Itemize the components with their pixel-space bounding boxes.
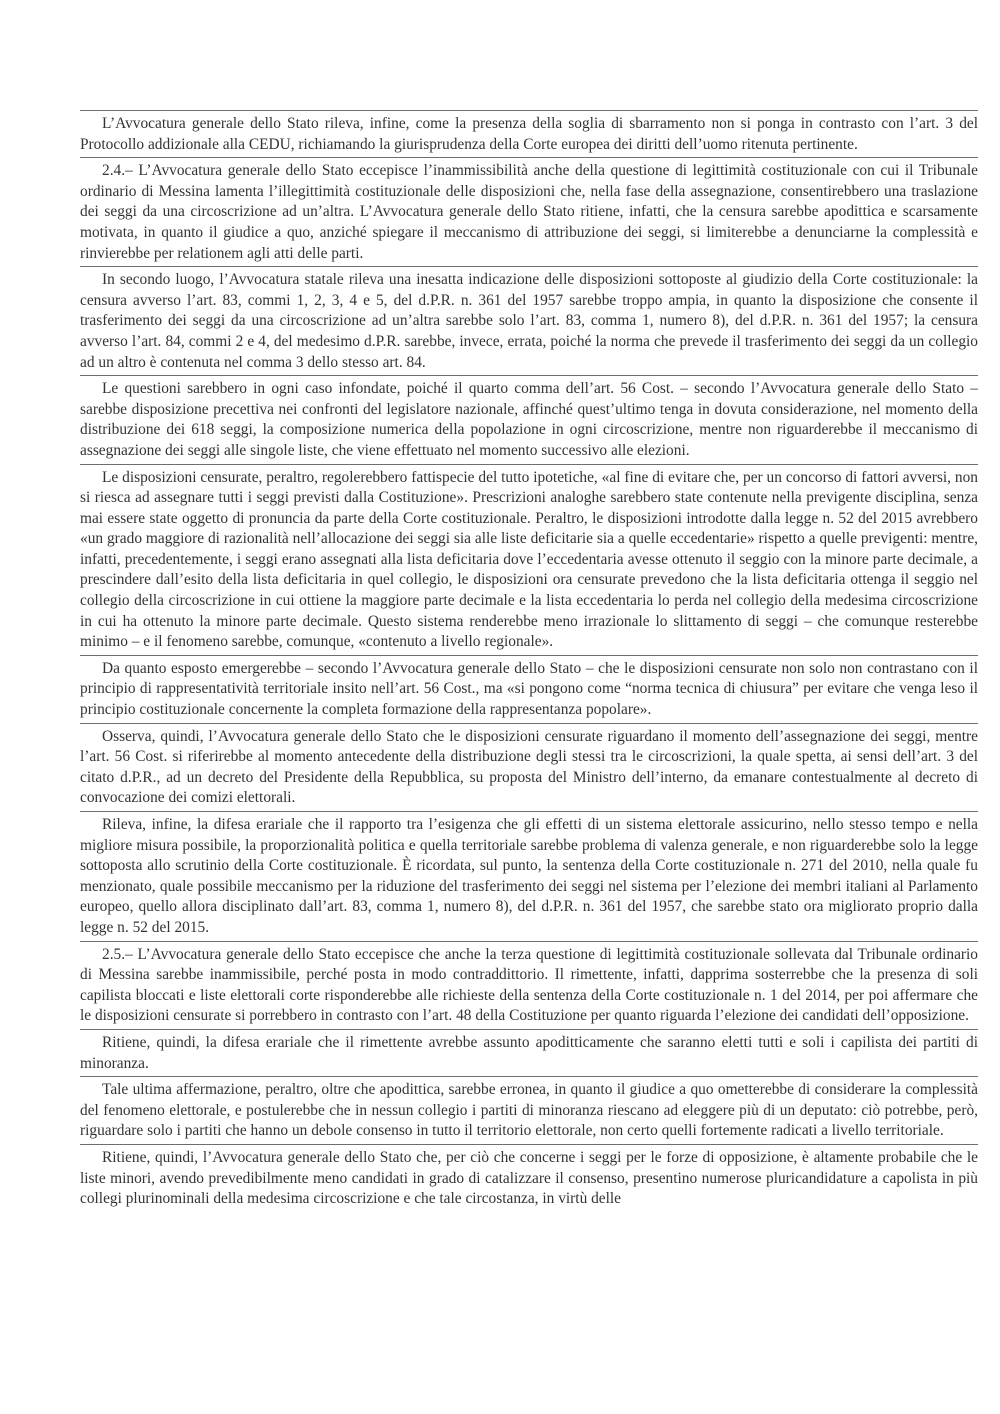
paragraph-proporzionalita: Rileva, infine, la difesa erariale che il rapporto tra l’esigenza che gli effetti di un sistema elettorale assicurino, nello stesso tempo e nella migliore misura possibile, la proporzionalità politica e quella territoriale sarebbe problema di valenza generale, e non riguarderebbe solo la legge sottoposta allo scrutinio della Corte costituzionale. È ricordata, sul punto, la sentenza della Corte costituzionale n. 271 del 2010, nella quale fu menzionato, quale possibile meccanismo per la riduzione del trasferimento dei seggi nel sistema per l’elezione dei membri italiani al Parlamento europeo, quello allora disciplinato dall’art. 83, comma 1, numero 8), del d.P.R. n. 361 del 1957, che sarebbe stato ora migliorato proprio dalla legge n. 52 del 2015.: [80, 811, 978, 941]
paragraph-2-4: 2.4.– L’Avvocatura generale dello Stato eccepisce l’inammissibilità anche della questione di legittimità costituzionale con cui il Tribunale ordinario di Messina lamenta l’illegittimità costituzionale delle disposizioni che, nella fase della assegnazione, consentirebbero una traslazione dei seggi da una circoscrizione ad un’altra. L’Avvocatura generale dello Stato ritiene, infatti, che la censura sarebbe apodittica e scarsamente motivata, in quanto il giudice a quo, anziché spiegare il meccanismo di attribuzione dei seggi, si limiterebbe a denunciarne la complessità e rinvierebbe per relationem agli atti delle parti.: [80, 157, 978, 266]
paragraph-capilista: Ritiene, quindi, la difesa erariale che il rimettente avrebbe assunto apoditticamente che saranno eletti tutti e soli i capilista dei partiti di minoranza.: [80, 1029, 978, 1076]
paragraph-2-5: 2.5.– L’Avvocatura generale dello Stato eccepisce che anche la terza questione di legittimità costituzionale sollevata dal Tribunale ordinario di Messina sarebbe inammissibile, perché posta in modo contraddittorio. Il rimettente, infatti, dapprima sosterrebbe che la presenza di soli capilista bloccati e liste elettorali corte risponderebbe alle richieste della sentenza della Corte costituzionale n. 1 del 2014, per poi affermare che le disposizioni censurate si porrebbero in contrasto con l’art. 48 della Costituzione per quanto riguarda l’elezione dei candidati dell’opposizione.: [80, 941, 978, 1029]
paragraph-assegnazione: Osserva, quindi, l’Avvocatura generale dello Stato che le disposizioni censurate riguardano il momento dell’assegnazione dei seggi, mentre l’art. 56 Cost. si riferirebbe al momento antecedente della distribuzione degli stessi tra le circoscrizioni, la quale spetta, ai sensi dell’art. 3 del citato d.P.R., ad un decreto del Presidente della Repubblica, su proposta del Ministro dell’interno, da emanare contestualmente al decreto di convocazione dei comizi elettorali.: [80, 723, 978, 811]
document-page: [80, 110, 978, 1212]
paragraph-inesatta-indicazione: In secondo luogo, l’Avvocatura statale rileva una inesatta indicazione delle disposizioni sottoposte al giudizio della Corte costituzionale: la censura avverso l’art. 83, commi 1, 2, 3, 4 e 5, del d.P.R. n. 361 del 1957 sarebbe troppo ampia, in quanto la disposizione che consente il trasferimento dei seggi da una circoscrizione ad un’altra sarebbe solo l’art. 83, comma 1, numero 8), del d.P.R. n. 361 del 1957; la censura avverso l’art. 84, commi 2 e 4, del medesimo d.P.R. sarebbe, invece, errata, poiché la norma che prevede il trasferimento dei seggi da un collegio ad un altro è contenuta nel comma 3 dello stesso art. 84.: [80, 266, 978, 375]
paragraph-affermazione-erronea: Tale ultima affermazione, peraltro, oltre che apodittica, sarebbe erronea, in quanto il giudice a quo ometterebbe di considerare la complessità del fenomeno elettorale, e postulerebbe che in nessun collegio i partiti di minoranza riescano ad eleggere più di un deputato: ciò potrebbe, però, riguardare solo i partiti che hanno un debole consenso in tutto il territorio elettorale, non certo quelli fortemente radicati a livello territoriale.: [80, 1076, 978, 1144]
paragraph-cedu: L’Avvocatura generale dello Stato rileva, infine, come la presenza della soglia di sbarramento non si ponga in contrasto con l’art. 3 del Protocollo addizionale alla CEDU, richiamando la giurisprudenza della Corte europea dei diritti dell’uomo ritenuta pertinente.: [80, 110, 978, 157]
paragraph-pluricandidature: Ritiene, quindi, l’Avvocatura generale dello Stato che, per ciò che concerne i seggi per le forze di opposizione, è altamente probabile che le liste minori, avendo prevedibilmente meno candidati in grado di catalizzare il consenso, presentino numerose pluricandidature a capolista in più collegi plurinominali della medesima circoscrizione e che tale circostanza, in virtù delle: [80, 1144, 978, 1212]
paragraph-fattispecie-ipotetiche: Le disposizioni censurate, peraltro, regolerebbero fattispecie del tutto ipotetiche, «al fine di evitare che, per un concorso di fattori avversi, non si riesca ad assegnare tutti i seggi previsti dalla Costituzione». Prescrizioni analoghe sarebbero state contenute nella previgente disciplina, senza mai essere state oggetto di pronuncia da parte della Corte costituzionale. Peraltro, le disposizioni introdotte dalla legge n. 52 del 2015 avrebbero «un grado maggiore di razionalità nell’allocazione dei seggi sia alle liste deficitarie sia a quelle eccedentarie» rispetto a quelle previgenti: mentre, infatti, precedentemente, i seggi erano assegnati alla lista deficitaria dove l’eccedentaria avesse ottenuto il seggio con la minore parte decimale, a prescindere dall’esito della lista deficitaria in quel collegio, le disposizioni ora censurate prevedono che la lista deficitaria ottenga il seggio nel collegio della circoscrizione in cui ottiene la maggiore parte decimale e la lista eccedentaria lo perda nel collegio della medesima circoscrizione in cui ha ottenuto la minore parte decimale. Questo sistema renderebbe meno irrazionale lo slittamento di seggi – che comunque resterebbe minimo – e il fenomeno sarebbe, comunque, «contenuto a livello regionale».: [80, 464, 978, 655]
paragraph-infondate: Le questioni sarebbero in ogni caso infondate, poiché il quarto comma dell’art. 56 Cost. – secondo l’Avvocatura generale dello Stato – sarebbe disposizione precettiva nei confronti del legislatore nazionale, affinché quest’ultimo tenga in dovuta considerazione, nel momento della distribuzione dei 618 seggi, la composizione numerica della popolazione in ogni circoscrizione, mentre non riguarderebbe il meccanismo di assegnazione dei seggi alle singole liste, che viene effettuato nel momento successivo alle elezioni.: [80, 375, 978, 463]
paragraph-rappresentativita: Da quanto esposto emergerebbe – secondo l’Avvocatura generale dello Stato – che le disposizioni censurate non solo non contrastano con il principio di rappresentatività territoriale insito nell’art. 56 Cost., ma «si pongono come “norma tecnica di chiusura” per evitare che venga leso il principio costituzionale concernente la completa formazione della rappresentanza popolare».: [80, 655, 978, 723]
